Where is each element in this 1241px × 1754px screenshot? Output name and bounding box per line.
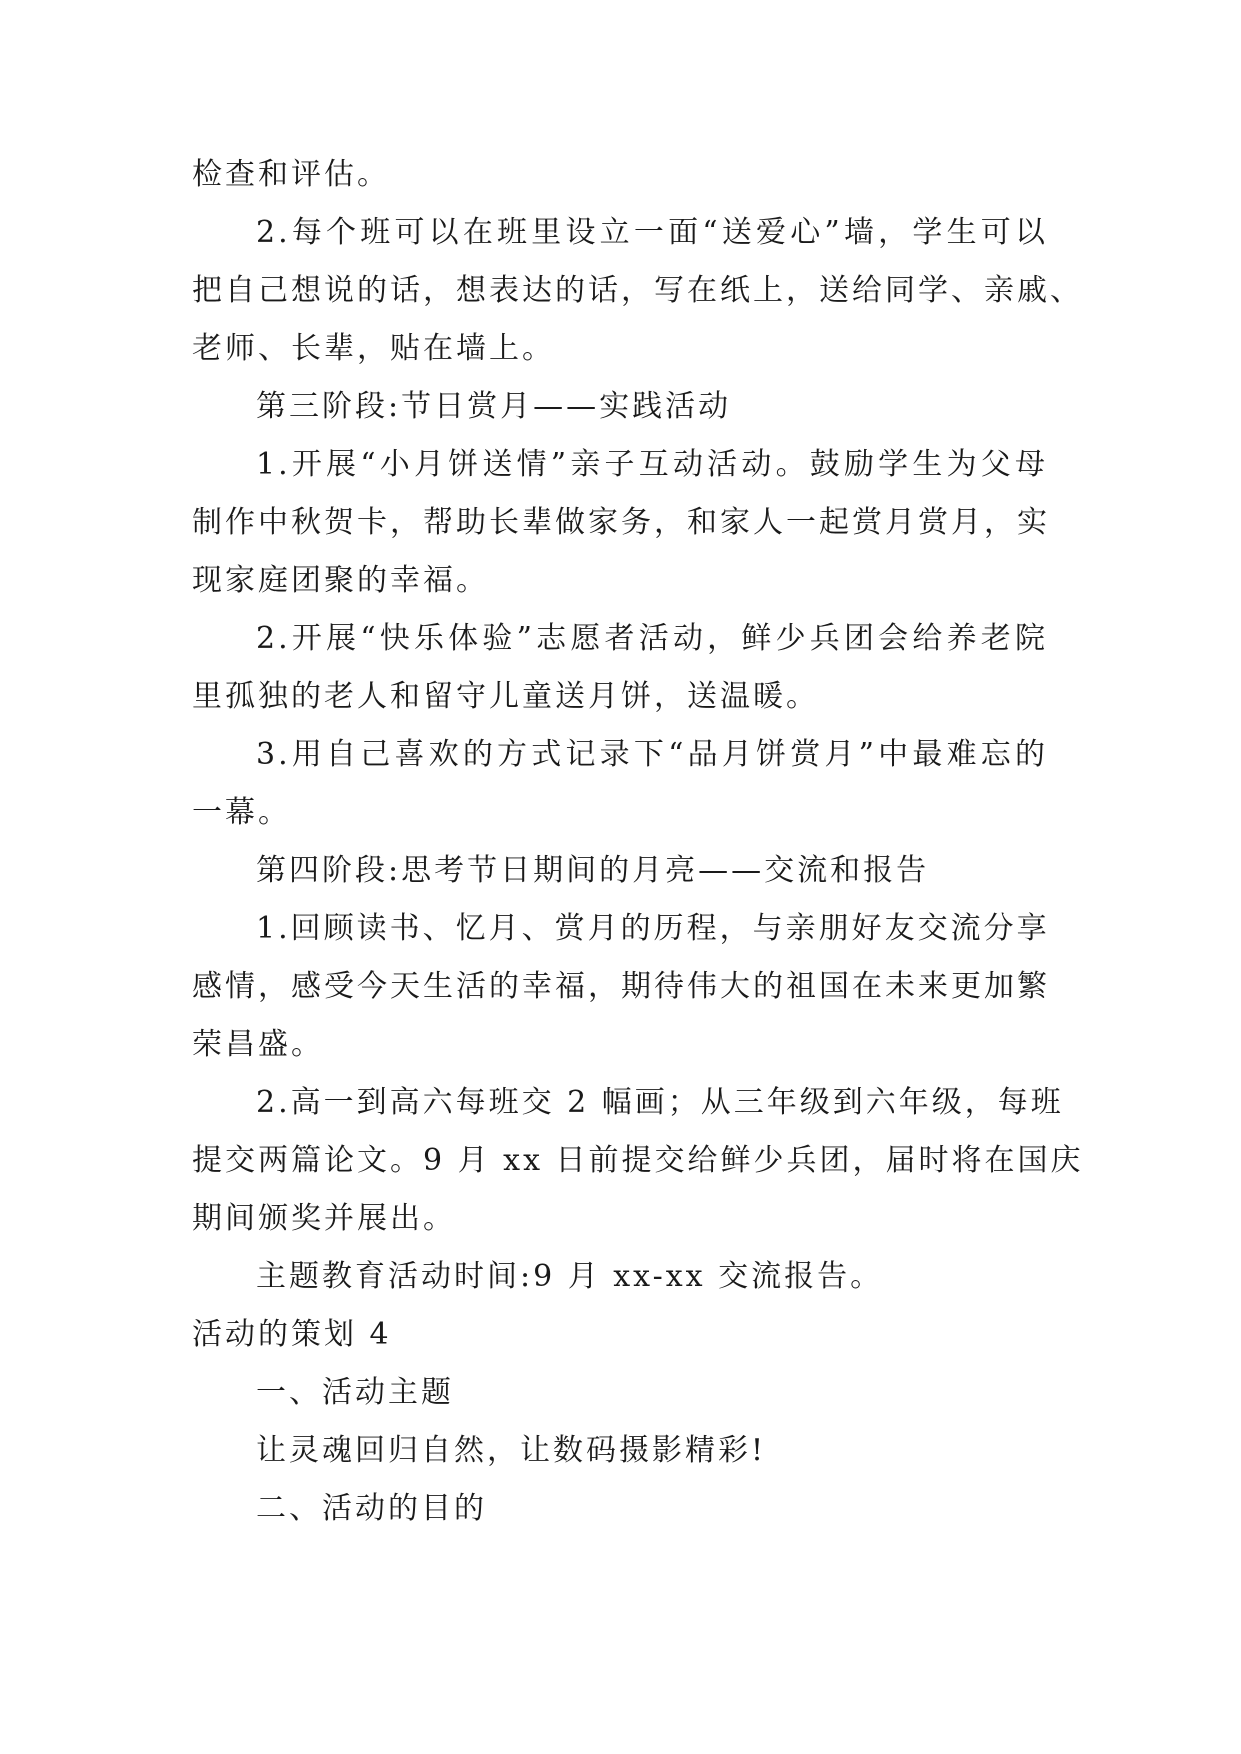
text-line: 期间颁奖并展出。: [192, 1201, 456, 1236]
section-title: 活动的策划 4: [192, 1317, 392, 1352]
section-heading: 第四阶段:思考节日期间的月亮——交流和报告: [256, 853, 930, 888]
text-line: 感情，感受今天生活的幸福，期待伟大的祖国在未来更加繁: [192, 969, 1050, 1004]
text-line: 荣昌盛。: [192, 1027, 324, 1062]
text-line: 让灵魂回归自然，让数码摄影精彩!: [256, 1433, 767, 1468]
text-line: 老师、长辈，贴在墙上。: [192, 331, 555, 366]
section-heading: 一、活动主题: [256, 1375, 454, 1410]
text-line: 3.用自己喜欢的方式记录下“品月饼赏月”中最难忘的: [256, 737, 1048, 772]
text-line: 一幕。: [192, 795, 291, 830]
text-line: 现家庭团聚的幸福。: [192, 563, 489, 598]
text-line: 2.每个班可以在班里设立一面“送爱心”墙，学生可以: [256, 215, 1048, 250]
text-line: 提交两篇论文。9 月 xx 日前提交给鲜少兵团，届时将在国庆: [192, 1143, 1084, 1178]
text-line: 1.回顾读书、忆月、赏月的历程，与亲朋好友交流分享: [256, 911, 1050, 946]
text-line: 2.开展“快乐体验”志愿者活动，鲜少兵团会给养老院: [256, 621, 1048, 656]
text-line: 把自己想说的话，想表达的话，写在纸上，送给同学、亲戚、: [192, 273, 1083, 308]
text-line: 2.高一到高六每班交 2 幅画；从三年级到六年级，每班: [256, 1085, 1064, 1120]
text-line: 制作中秋贺卡，帮助长辈做家务，和家人一起赏月赏月，实: [192, 505, 1050, 540]
section-heading: 第三阶段:节日赏月——实践活动: [256, 389, 732, 424]
text-line: 主题教育活动时间:9 月 xx-xx 交流报告。: [256, 1259, 884, 1294]
section-heading: 二、活动的目的: [256, 1491, 487, 1526]
text-line: 1.开展“小月饼送情”亲子互动活动。鼓励学生为父母: [256, 447, 1048, 482]
text-line: 检查和评估。: [192, 157, 390, 192]
text-line: 里孤独的老人和留守儿童送月饼，送温暖。: [192, 679, 819, 714]
